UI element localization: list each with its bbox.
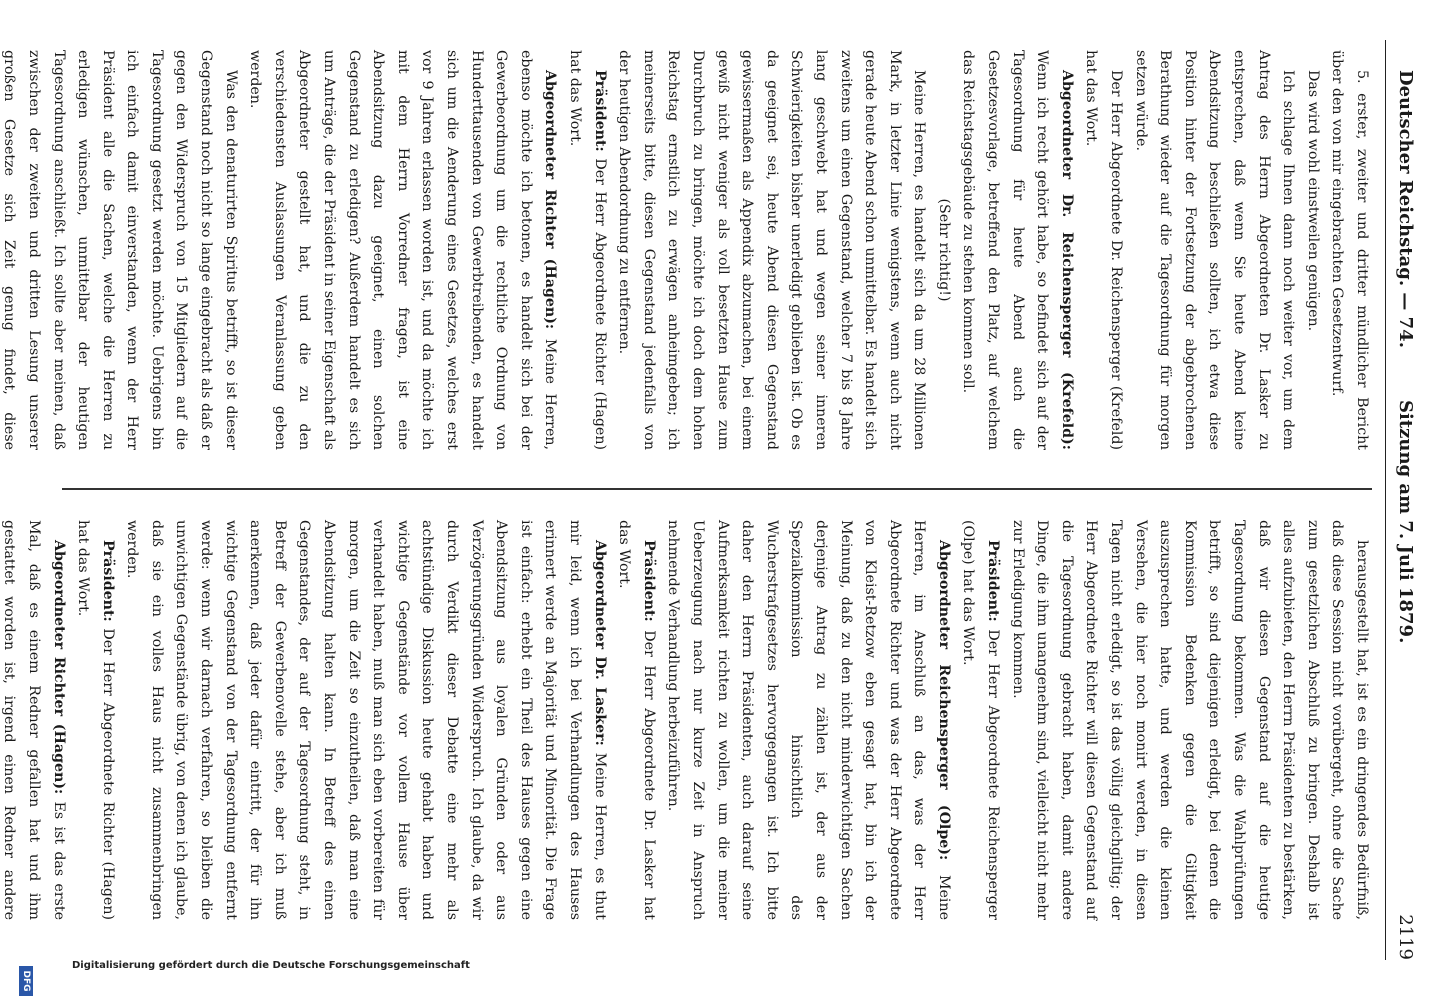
paragraph-text: Meine Herren, ebenso möchte ich betonen, es handelt sich bei der Gewerbeordnung um die rechtliche Ordnung von Hunderttausenden von Gewerbtreibenden, es handelt sich um die Aenderung eines Gesetzes, welches erst vor 9 Jahren erlassen worden ist, und da möchte ich mit dem Herrn Vorredner fragen, ist eine Abendsitzung dazu geeignet, einen solchen Gegenstand zu erledigen? Außerdem handelt es sich um Anträge, die der Präsident in seiner Eigenschaft als Abgeordneter gestellt hat, und die zu den verschiedensten Auslassungen Veranlassung geben werden. [247,50,559,450]
paragraph-text: Das wird wohl einstweilen genügen. [1304,70,1321,332]
paragraph [120,520,612,920]
paragraph-text: Der Herr Abgeordnete Dr. Reichensperger (Krefeld) hat das Wort. [1083,50,1125,450]
paragraph [956,50,1079,450]
paragraph-text: Der Herr Abgeordnete Richter (Hagen) hat das Wort. [567,50,608,450]
paragraph [1079,50,1128,450]
speaker-name: Abgeordneter Reichensperger (Olpe): [935,540,952,861]
digitization-credit-text: Digitalisierung gefördert durch die Deutsche Forschungsgemeinschaft [72,960,470,971]
paragraph-text: Meine Herren, es handelt sich da um 28 Millionen Mark, in letzter Linie wenigstens, wenn auch nicht gerade heute Abend schon unmittelbar. Es handelt sich zweitens um einen Gegenstand, welcher 7 bis 8 Jahre lang geschwebt hat und wegen seiner inneren Schwierigkeiten bisher unerledigt geblieben ist. Ob es da geeignet sei, heute Abend diesen Gegenstand gewissermaßen als Appendix abzumachen, bei einem gewiß nicht weniger als voll besetzten Hause zum Durchbruch zu bringen, möchte ich doch dem hohen Reichstag ernstlich zu erwägen anheimgeben; ich meinerseits bitte, diesen Gegenstand jedenfalls von der heutigen Abendordnung zu entfernen. [616,50,928,450]
header-session-date: Sitzung am 7. Juli 1879. [1395,400,1416,644]
paragraph-text: Der Herr Abgeordnete Dr. Lasker hat das Wort. [616,520,657,920]
paragraph-text: Meine Herren, es thut mir leid, wenn ich bei Verhandlungen des Hauses erinnert werde an Majorität und Minorität. Die Frage ist einfach: erhebt ein Theil des Hauses gegen eine Abendsitzung aus loyalen Gründen oder aus Verzögerungsgründen Widerspruch. Ich glaube, da wir durch Verdikt dieser Debatte eine mehr als achtstündige Diskussion heute gehabt haben und wichtige Gegenstände vor vollem Hause über verhandelt haben, muß man sich eben vorbereiten für morgen, um die Zeit so einzutheilen, daß man eine Abendsitzung halten kann. In Betreff des einen Gegenstandes, der auf der Tagesordnung steht, in Betreff der Gewerbenovelle stehe, aber ich muß anerkennen, daß jeder dafür eintritt, der für ihn wichtige Gegenstand von der Tagesordnung entfernt werde: wenn wir darnach verfahren, so bleiben die unwichtigen Gegenstände übrig, von denen ich glaube, daß sie ein volles Haus nicht zusammenbringen werden. [124,520,608,920]
speaker-name: Präsident: [640,540,657,622]
paragraph [562,50,611,450]
paragraph-text: Ich schlage Ihnen dann noch weiter vor, um dem Antrag des Herrn Abgeordneten Dr. Lasker zu entsprechen, daß wenn Sie heute Abend keine Abendsitzung beschließen sollten, ich etwa diese Position hinter der Fortsetzung der abgebrochenen Berathung wieder auf die Tagesordnung für morgen setzen würde. [1132,50,1297,450]
speaker-name: Abgeordneter Dr. Reichensperger (Krefeld): [1058,70,1075,450]
paragraph-text: herausgestellt hat, ist es ein dringendes Bedürfniß, daß diese Session nicht vorübergeht, ohne die Sache zum gesetzlichen Abschluß zu bringen. Deshalb ist alles aufzubieten, den Herrn Präsidenten zu bestärken, daß wir diesen Gegenstand auf die heutige Tagesordnung bekommen. Was die Wahlprüfungen betrifft, so sind diejenigen erledigt, bei denen die Kommission Bedenken gegen die Giltigkeit auszusprechen hatte, und werden die kleinen Versehen, die hier noch monirt werden, in diesen Tagen nicht erledigt, so ist das völlig gleichgiltig; der Herr Abgeordnete Richter will diesen Gegenstand auf die Tagesordnung gebracht haben, damit andere Dinge, die ihm unangenehm sind, vielleicht nicht mehr zur Erledigung kommen. [1009,520,1370,920]
speaker-name: Abgeordneter Richter (Hagen): [50,540,67,795]
speaker-name: Präsident: [985,540,1002,622]
speaker-name: Abgeordneter Richter (Hagen): [542,70,559,330]
paragraph [243,50,563,450]
paragraph [1005,520,1374,920]
page-number: 2119 [1395,914,1416,960]
right-column [0,520,1374,920]
dfg-sidebar [1,860,37,1000]
interjection: (Sehr richtig!) [935,198,952,302]
column-divider [62,488,1372,490]
paragraph-text: Der Herr Abgeordnete Reichensperger (Olpe) hat das Wort. [960,520,1002,920]
paragraph [956,520,1005,920]
paragraph [1128,50,1300,450]
dfg-logo: DFG [19,966,33,996]
paragraph-text: Meine Herren, im Anschluß an das, was der Herr Abgeordnete Richter und was der Herr Abgeordnete von Kleist-Retzow eben gesagt hat, bin ich der Meinung, daß zu den nicht minderwichtigen Sachen derjenige Antrag zu zählen ist, der aus der Spezialkommission hinsichtlich des Wucherstrafgesetzes hervorgegangen ist. Ich bitte daher den Herrn Präsidenten, auch darauf seine Aufmerksamkeit richten zu wollen, um die meiner Ueberzeugung nach nur kurze Zeit in Anspruch nehmende Verhandlung herbeizuführen. [665,520,952,920]
speaker-name: Präsident: [99,540,116,622]
paragraph-text: Wenn ich recht gehört habe, so befindet sich auf der Tagesordnung für heute Abend auch die Gesetzesvorlage, betreffend den Platz, auf welchem das Reichstagsgebäude zu stehen kommen soll. [960,50,1051,450]
paragraph [1325,50,1374,450]
paragraph-text: Was den denaturirten Spiritus betrifft, so ist dieser Gegenstand noch nicht so lange eingebracht als daß er gegen den Widerspruch von 15 Mitgliedern auf die Tagesordnung gesetzt werden möchte. Uebrigens bin ich einfach damit einverstanden, wenn der Herr Präsident alle die Sachen, welche die Herren zu erledigen wünschen, unmittelbar der heutigen Tagesordnung anschließt. Ich sollte aber meinen, daß zwischen der zweiten und dritten Lesung unserer großen Gesetze sich Zeit genug findet, diese [1,50,239,450]
paragraph-text: 5. erster, zweiter und dritter mündlicher Bericht über den von mir eingebrachten Gesetzentwurf. [1329,50,1370,450]
paragraph [1300,50,1325,450]
paragraph [0,50,243,450]
paragraph-text: Es ist das erste Mal, daß es einem Redner gefallen hat und ihm gestattet worden ist, irgend einen Redner andere [1,520,67,920]
paragraph [612,520,661,920]
speaker-name: Abgeordneter Dr. Lasker: [591,540,608,746]
paragraph-text: Der Herr Abgeordnete Richter (Hagen) hat das Wort. [75,520,116,920]
header-publication: Deutscher Reichstag. — 74. [1395,70,1416,348]
page-header [1385,40,1422,960]
left-column [0,50,1374,450]
paragraph [612,50,932,450]
paragraph [71,520,120,920]
speaker-name: Präsident: [591,70,608,152]
paragraph [661,520,956,920]
digitization-credit [72,960,532,980]
